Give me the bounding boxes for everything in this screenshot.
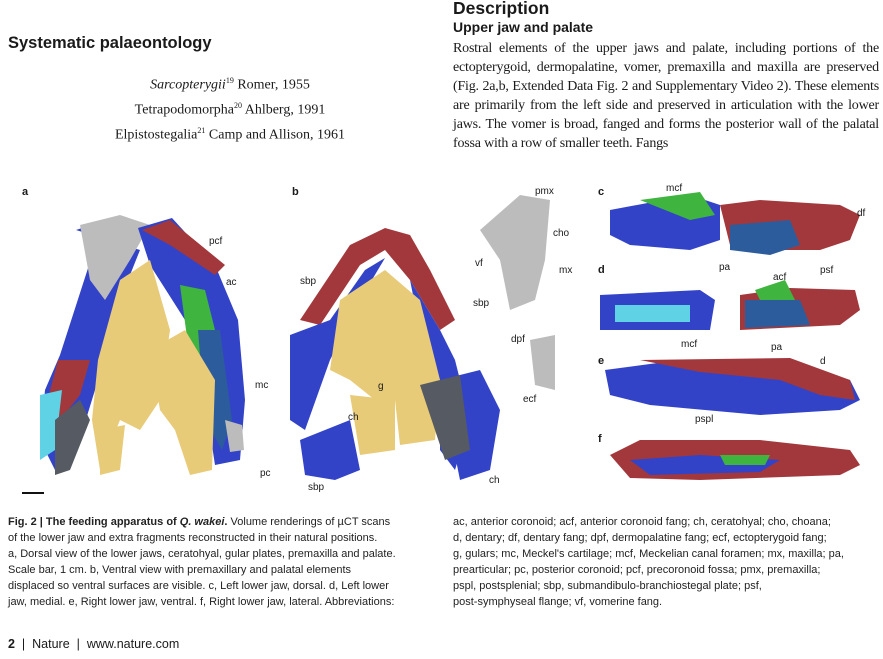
- annotation-label: sbp: [308, 482, 325, 493]
- panel-d-rendering: [600, 280, 860, 330]
- panel-label: e: [598, 355, 605, 367]
- annotation-label: mc: [255, 380, 269, 391]
- annotation-label: pa: [771, 342, 783, 353]
- page-number: 2: [8, 637, 15, 651]
- annotation-label: ac: [226, 277, 237, 288]
- figure-caption-left: Fig. 2 | The feeding apparatus of Q. wakei. Volume renderings of µCT scans of the lower jaw and extra fragments reconstructed in their natural positions. a, Dorsal view of the lower jaws, ceratohyal, gular plates, premaxilla and palate. Scale bar, 1 cm. b, Ventral view with premaxillary and palatal elements displaced so ventral surfaces are visible. c, Left lower jaw, dorsal. d, Left lower jaw, medial. e, Right lower jaw, ventral. f, Right lower jaw, lateral. Abbreviations:: [8, 516, 396, 608]
- panel-label: c: [598, 186, 605, 198]
- panel-label: a: [22, 186, 29, 198]
- description-paragraph: Rostral elements of the upper jaws and palate, including portions of the ectopterygoid, dermopalatine, vomer, premaxilla and maxilla are preserved (Fig. 2a,b, Extended Data Fig. 2 and Supplementary Video 2). These elements are primarily from the left side and preserved in articulation with the lower jaws. The vomer is broad, fanged and forms the posterior wall of the palatal fossa with a row of smaller teeth. Fangs: [453, 41, 879, 151]
- description-subheading: Upper jaw and palate: [453, 19, 594, 35]
- taxon-line: Tetrapodomorpha$^{20}$ Ahlberg, 1991: [134, 101, 326, 118]
- annotation-label: mcf: [666, 183, 683, 194]
- annotation-label: ecf: [523, 394, 537, 405]
- annotation-label: pcf: [209, 236, 223, 247]
- description-heading: Description: [453, 0, 550, 18]
- annotation-label: d: [820, 356, 826, 367]
- annotation-label: pmx: [535, 186, 554, 197]
- annotation-label: ch: [489, 475, 500, 486]
- annotation-label: acf: [773, 272, 787, 283]
- annotation-label: pc: [260, 468, 271, 479]
- figure-caption-right: ac, anterior coronoid; acf, anterior coronoid fang; ch, ceratohyal; cho, choana; d, dentary; df, dentary fang; dpf, dermopalatine fang; ecf, ectopterygoid fang; g, gulars; mc, Meckel's cartilage; mcf, Meckelian canal foramen; mx, maxilla; pa, prearticular; pc, posterior coronoid; pcf, precoronoid fossa; pmx, premaxilla; pspl, postsplenial; sbp, submandibulo-branchiostegal plate; psf, post-symphyseal flange; vf, vomerine fang.: [453, 516, 844, 608]
- annotation-label: ch: [348, 412, 359, 423]
- annotation-label: mcf: [681, 339, 698, 350]
- annotation-label: sbp: [473, 298, 490, 309]
- journal-name: Nature: [32, 637, 70, 651]
- annotation-label: df: [857, 208, 866, 219]
- annotation-label: pa: [719, 262, 731, 273]
- taxon-line: Elpistostegalia$^{21}$ Camp and Allison, 1961: [114, 126, 346, 143]
- annotation-label: vf: [475, 258, 483, 269]
- annotation-label: dpf: [511, 334, 525, 345]
- panel-label: b: [292, 186, 299, 198]
- panel-label: f: [598, 433, 602, 445]
- annotation-label: sbp: [300, 276, 317, 287]
- taxon-line: Sarcopterygii$^{19}$ Romer, 1955: [150, 76, 310, 93]
- panel-label: d: [598, 264, 605, 276]
- panel-a-rendering: [22, 215, 245, 494]
- page-footer: 2 | Nature | www.nature.com: [8, 637, 180, 651]
- annotation-label: pspl: [695, 414, 714, 425]
- panel-f-rendering: [610, 440, 860, 480]
- annotation-label: cho: [553, 228, 570, 239]
- panel-c-rendering: [610, 192, 860, 255]
- annotation-label: g: [378, 381, 384, 392]
- annotation-label: mx: [559, 265, 573, 276]
- journal-url[interactable]: www.nature.com: [86, 637, 180, 651]
- section-heading: Systematic palaeontology: [8, 34, 212, 52]
- annotation-label: psf: [820, 265, 834, 276]
